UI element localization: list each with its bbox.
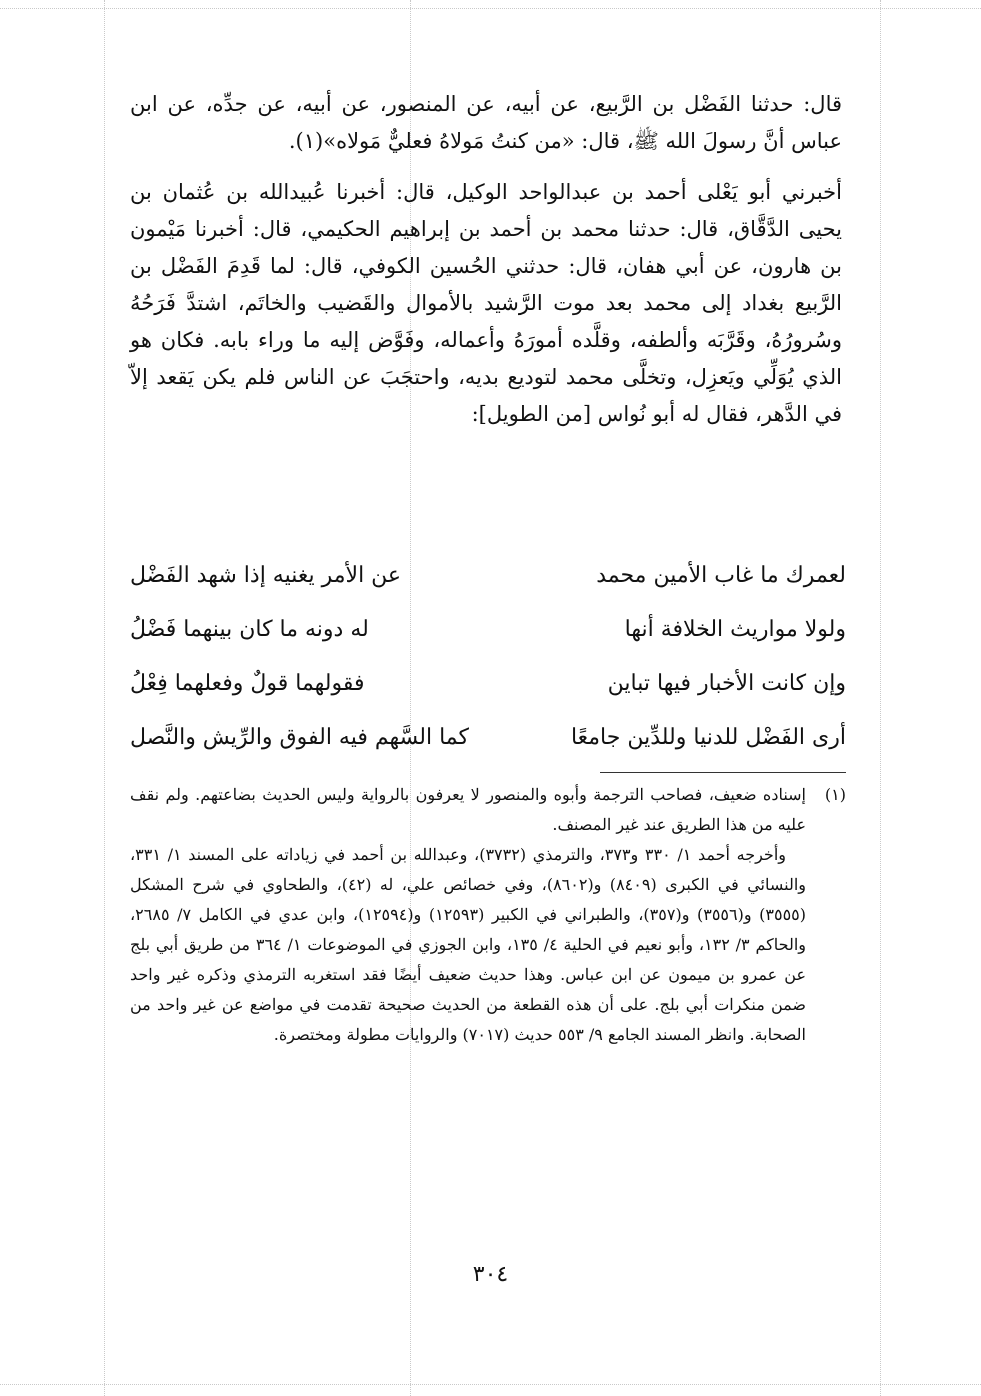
main-text xyxy=(130,86,842,433)
scan-guide-line xyxy=(0,8,981,9)
verse-line xyxy=(130,710,846,764)
scan-guide-line xyxy=(880,0,881,1396)
footnote-paragraph: وأخرجه أحمد ١/ ٣٣٠ و٣٧٣، والترمذي (٣٧٣٢)، وعبدالله بن أحمد في زياداته على المسند ١/ ٣٣١، والنسائي في الكبرى (٨٤٠٩) و(٨٦٠٢)، وفي خصائص علي، له (٤٢)، والطحاوي في شرح المشكل (٣٥٥٥) و(٣٥٥٦) و(٣٥٧)، والطبراني في الكبير (١٢٥٩٣) و(١٢٥٩٤)، وابن عدي في الكامل ٧/ ٢٦٨٥، والحاكم ٣/ ١٣٢، وأبو نعيم في الحلية ٤/ ١٣٥، وابن الجوزي في الموضوعات ١/ ٣٦٤ من طريق أبي بلج عن عمرو بن ميمون عن ابن عباس. وهذا حديث ضعيف أيضًا فقد استغربه الترمذي وذكره غير واحد ضمن منكرات أبي بلج. على أن هذه القطعة من الحديث صحيحة تقدمت في مواضع عن غير واحد من الصحابة. وانظر المسند الجامع ٩/ ٥٥٣ حديث (٧٠١٧) والروايات مطولة ومختصرة. xyxy=(130,845,807,1044)
verse-second-hemistich: له دونه ما كان بينهما فَضْلُ xyxy=(130,616,369,642)
footnote-number: (١) xyxy=(824,785,846,804)
paragraph-hadith: قال: حدثنا الفَضْل بن الرَّبيع، عن أبيه، عن المنصور، عن أبيه، عن جدِّه، عن ابن عباس أنَّ رسولَ الله ﷺ، قال: «من كنتُ مَولاهُ فعليٌّ مَولاه»(١). xyxy=(130,92,842,153)
paragraph-narration: أخبرني أبو يَعْلى أحمد بن عبدالواحد الوكيل، قال: أخبرنا عُبيدالله بن عُثمان بن يحيى الدَّقَّاق، قال: حدثنا محمد بن أحمد بن إبراهيم الحكيمي، قال: أخبرنا مَيْمون بن هارون، عن أبي هفان، قال: حدثني الحُسين الكوفي، قال: لما قَدِمَ الفَضْل بن الرَّبيع بغداد إلى محمد بعد موت الرَّشيد بالأموال والقَضيب والخاتَم، اشتدَّ فَرَحُهُ وسُرورُهُ، وقَرَّبَه وألطفه، وقلَّده أمورَهُ وأعماله، وفَوَّض إليه ما وراء بابه. فكان هو الذي يُوَلِّي ويَعزِل، وتخلَّى محمد لتوديع بديه، واحتجَبَ عن الناس فلم يكن يَقعد إلاّ في الدَّهر، فقال له أبو نُواس [من الطويل]: xyxy=(130,180,842,426)
verse-first-hemistich: وإن كانت الأخبار فيها تباين xyxy=(607,670,846,696)
verse-first-hemistich: ولولا مواريث الخلافة أنها xyxy=(624,616,846,642)
scan-guide-line xyxy=(0,1384,981,1385)
verse-second-hemistich: فقولهما قولٌ وفعلهما فِعْلُ xyxy=(130,670,365,696)
verse-line xyxy=(130,602,846,656)
footnote-paragraph: إسناده ضعيف، فصاحب الترجمة وأبوه والمنصور لا يعرفون بالرواية وليس الحديث بضاعتهم. ولم نقف عليه من هذا الطريق عند غير المصنف. xyxy=(130,785,806,834)
verse-second-hemistich: عن الأمر يغنيه إذا شهد الفَضْل xyxy=(130,562,402,588)
poem xyxy=(130,548,846,764)
verse-second-hemistich: كما السَّهم فيه الفوق والرِّيش والنَّصل xyxy=(130,724,469,750)
footnote xyxy=(130,780,846,1050)
verse-line xyxy=(130,548,846,602)
verse-first-hemistich: أرى الفَضْل للدنيا وللدِّين جامعًا xyxy=(570,724,846,750)
footnote-separator xyxy=(600,772,846,773)
page-number: ٣٠٤ xyxy=(472,1262,509,1287)
verse-first-hemistich: لعمرك ما غاب الأمين محمد xyxy=(596,562,846,588)
verse-line xyxy=(130,656,846,710)
scan-guide-line xyxy=(104,0,105,1396)
